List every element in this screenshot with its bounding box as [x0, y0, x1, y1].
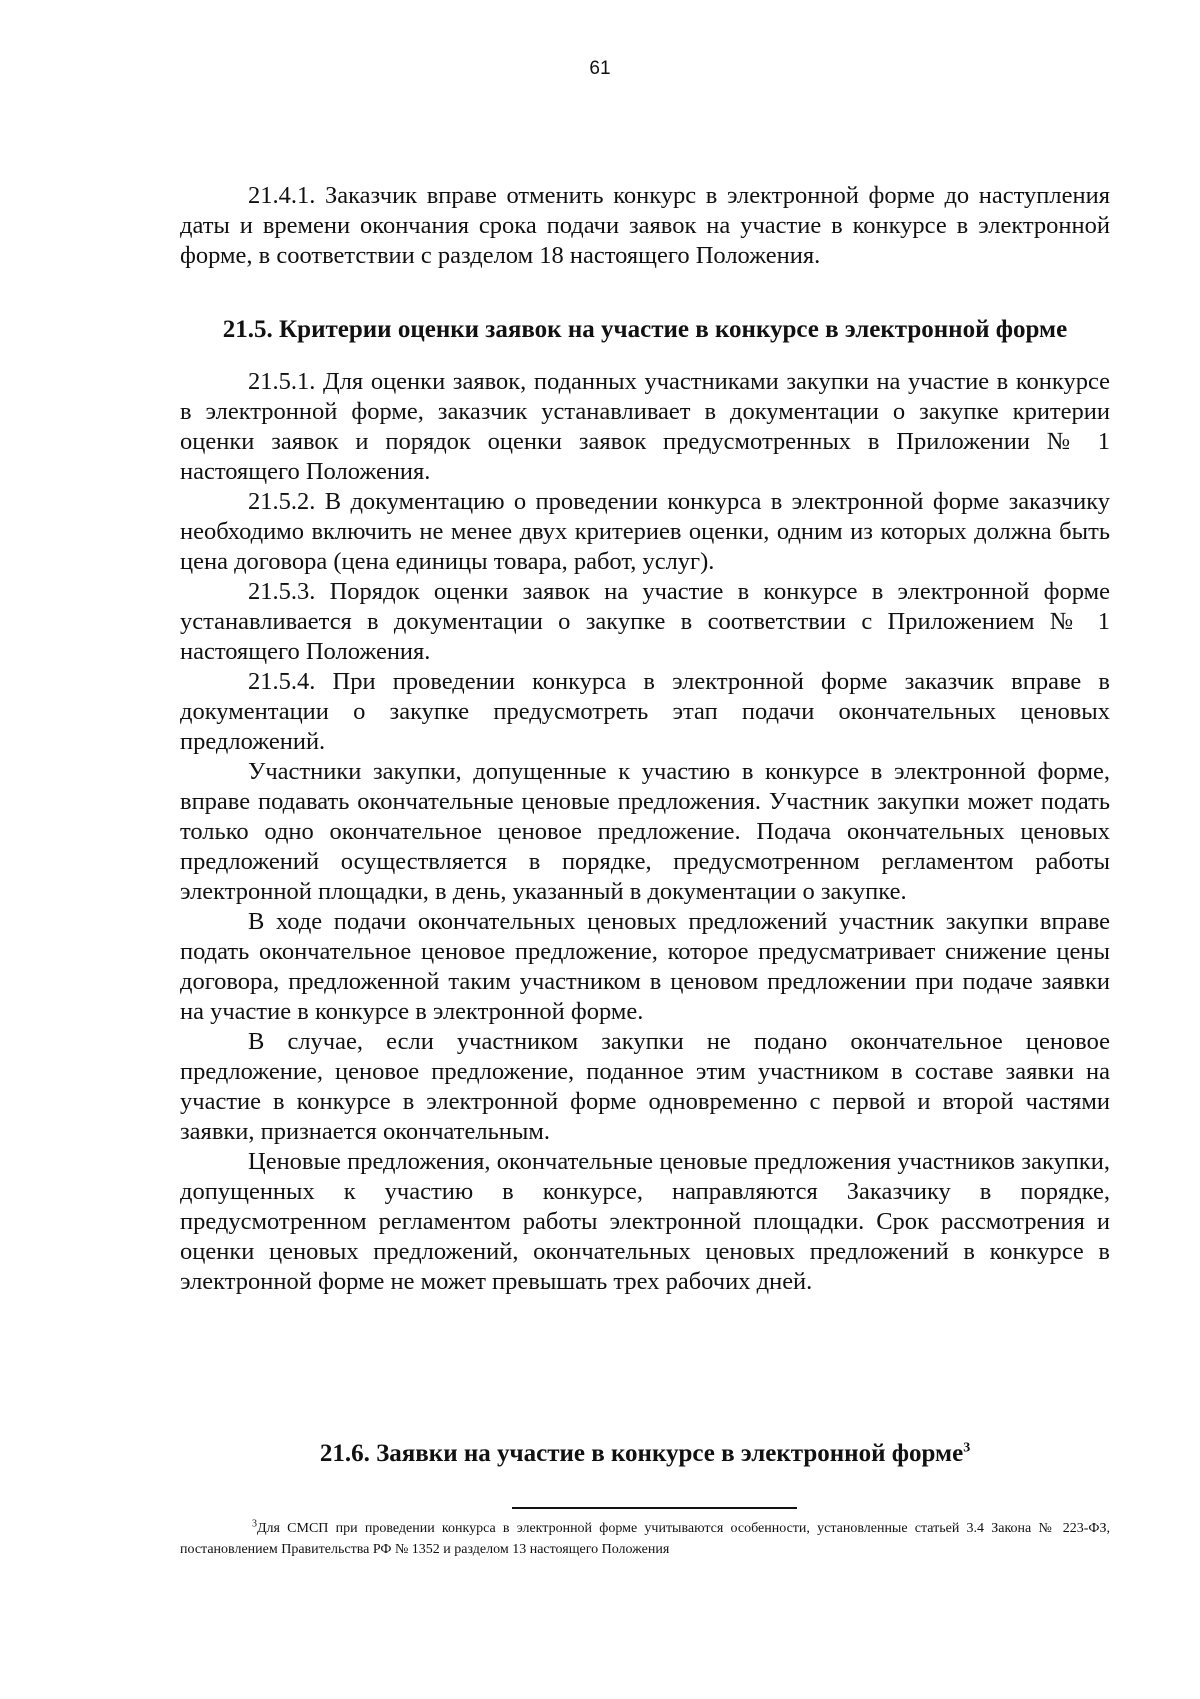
paragraph-no-final-offer: В случае, если участником закупки не подано окончательное ценовое предложение, ценовое предложение, поданное этим участником в составе заявки на участие в конкурсе в электронной форме одновременно с первой и второй частями заявки, признается окончательным. [180, 1028, 1110, 1145]
section-21-5-heading-block [180, 314, 1110, 346]
paragraph-participants: Участники закупки, допущенные к участию в конкурсе в электронной форме, вправе подавать окончательные ценовые предложения. Участник закупки может подать только одно окончательное ценовое предложение. Подача окончательных ценовых предложений осуществляется в порядке, предусмотренном регламентом работы электронной площадки, в день, указанный в документации о закупке. [180, 758, 1110, 905]
paragraph-price-offers: Ценовые предложения, окончательные ценовые предложения участников закупки, допущенных к участию в конкурсе, направляются Заказчику в порядке, предусмотренном регламентом работы электронной площадки. Срок рассмотрения и оценки ценовых предложений, окончательных ценовых предложений в конкурсе в электронной форме не может превышать трех рабочих дней. [180, 1148, 1110, 1295]
section-21-5-body [180, 367, 1110, 1297]
footnote [180, 1518, 1110, 1560]
paragraph-21-5-3: 21.5.3. Порядок оценки заявок на участие в конкурсе в электронной форме устанавливается в документации о закупке в соответствии с Приложением № 1 настоящего Положения. [180, 578, 1110, 665]
section-heading-21-5: 21.5. Критерии оценки заявок на участие в конкурсе в электронной форме [222, 316, 1068, 343]
footnote-reference: 3 [963, 1440, 971, 1456]
paragraph-21-4-1: 21.4.1. Заказчик вправе отменить конкурс в электронной форме до наступления даты и времени окончания срока подачи заявок на участие в конкурсе в электронной форме, в соответствии с разделом 18 настоящего Положения. [180, 182, 1110, 269]
section-heading-21-6 [180, 1438, 1110, 1470]
section-heading-21-6-text: 21.6. Заявки на участие в конкурсе в электронной форме [319, 1440, 964, 1467]
page-number: 61 [589, 58, 611, 79]
paragraph-21-5-1: 21.5.1. Для оценки заявок, поданных участниками закупки на участие в конкурсе в электронной форме, заказчик устанавливает в документации о закупке критерии оценки заявок и порядок оценки заявок предусмотренных в Приложении № 1 настоящего Положения. [180, 368, 1110, 485]
clause-21-4-1 [180, 181, 1110, 271]
footnote-separator [512, 1507, 797, 1509]
paragraph-21-5-2: 21.5.2. В документацию о проведении конкурса в электронной форме заказчику необходимо включить не менее двух критериев оценки, одним из которых должна быть цена договора (цена единицы товара, работ, услуг). [180, 488, 1110, 575]
paragraph-21-5-4: 21.5.4. При проведении конкурса в электронной форме заказчик вправе в документации о закупке предусмотреть этап подачи окончательных ценовых предложений. [180, 668, 1110, 755]
footnote-mark: 3 [252, 1518, 257, 1530]
section-21-6-heading-block [180, 1438, 1110, 1470]
footnote-text: Для СМСП при проведении конкурса в электронной форме учитываются особенности, установленные статьей 3.4 Закона № 223-ФЗ, постановлением Правительства РФ № 1352 и разделом 13 настоящего Положения [180, 1521, 1110, 1557]
paragraph-during-submission: В ходе подачи окончательных ценовых предложений участник закупки вправе подать окончательное ценовое предложение, которое предусматривает снижение цены договора, предложенной таким участником в ценовом предложении при подаче заявки на участие в конкурсе в электронной форме. [180, 908, 1110, 1025]
